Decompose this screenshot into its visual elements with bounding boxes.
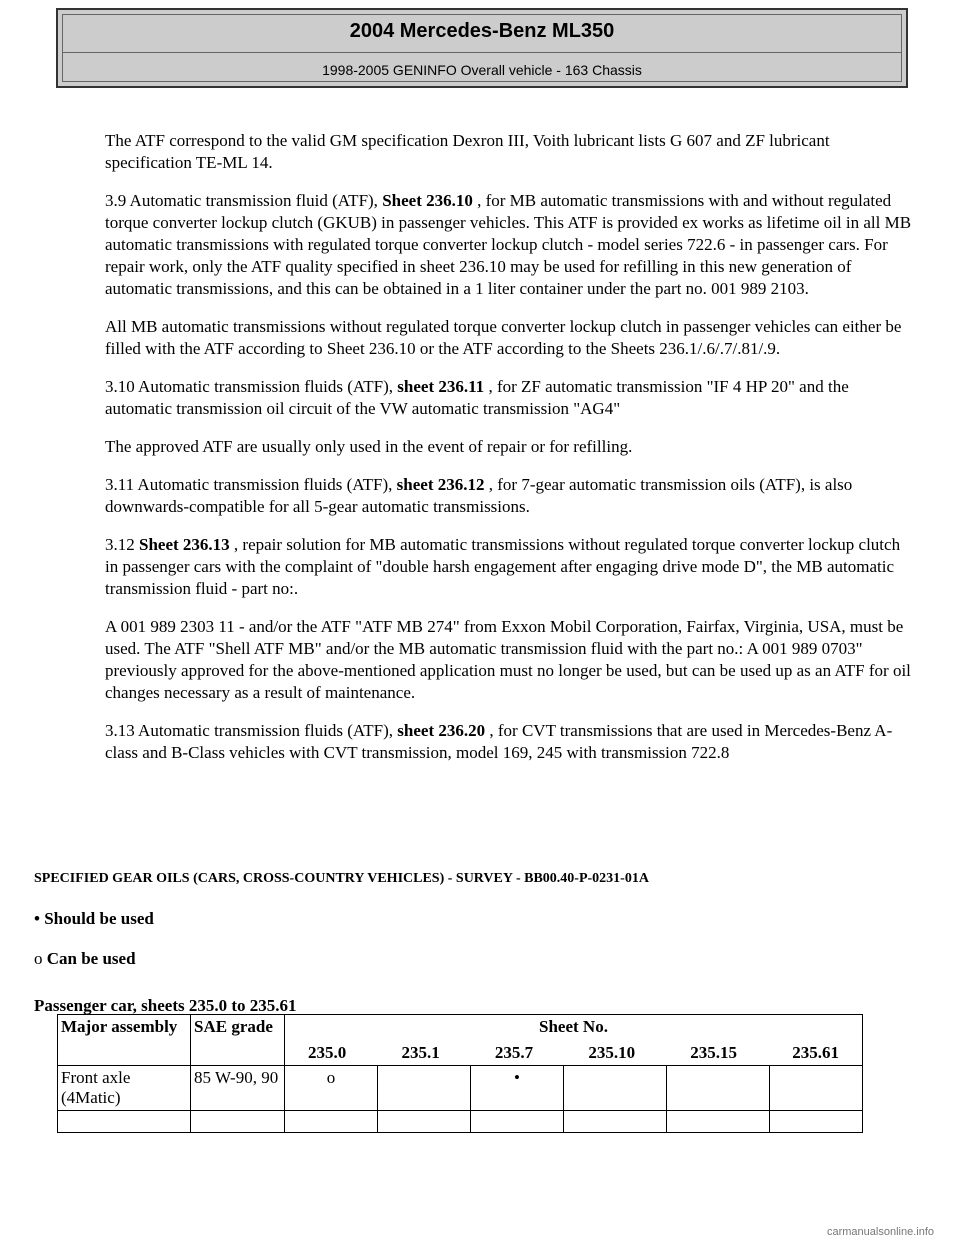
cell-assembly: Front axle (4Matic) xyxy=(58,1066,191,1111)
table-row xyxy=(58,1066,863,1111)
paragraph-3-12: 3.12 Sheet 236.13 , repair solution for MB automatic transmissions without regulated torque converter lockup clutch in passenger cars with the complaint of "double harsh engagement after engaging drive mode D", the MB automatic transmission fluid - part no:. xyxy=(105,535,901,598)
cell-mark xyxy=(770,1066,863,1111)
watermark-footer: carmanualsonline.info xyxy=(826,1226,934,1238)
cell-empty xyxy=(378,1111,471,1133)
cell-empty xyxy=(285,1111,378,1133)
header-sae-grade: SAE grade xyxy=(191,1015,285,1066)
document-body xyxy=(105,130,915,780)
paragraph-3-11: 3.11 Automatic transmission fluids (ATF), sheet 236.12 , for 7-gear automatic transmission oils (ATF), is also downwards-compatible for all 5-gear automatic transmissions. xyxy=(105,475,853,516)
cell-sae: 85 W-90, 90 xyxy=(191,1066,285,1111)
legend-should-be-used: • Should be used xyxy=(34,909,154,928)
header-major-assembly: Major assembly xyxy=(58,1015,191,1066)
header-divider xyxy=(62,52,902,53)
paragraph-3-13: 3.13 Automatic transmission fluids (ATF), sheet 236.20 , for CVT transmissions that are used in Mercedes-Benz A-class and B-Class vehicles with CVT transmission, model 169, 245 with transmission 722.8 xyxy=(105,721,893,762)
sheet-number: 235.61 xyxy=(792,1043,839,1062)
paragraph-no-gkub: All MB automatic transmissions without regulated torque converter lockup clutch in passenger vehicles can either be filled with the ATF according to Sheet 236.10 or the ATF according to the Sheets 236.1/.6/.7/.81/.9. xyxy=(105,317,902,358)
cell-empty xyxy=(667,1111,770,1133)
gear-oil-table xyxy=(57,1014,863,1133)
sheet-number: 235.10 xyxy=(588,1043,636,1062)
table-header-row xyxy=(58,1015,863,1040)
paragraph-3-10: 3.10 Automatic transmission fluids (ATF), sheet 236.11 , for ZF automatic transmission "IF 4 HP 20" and the automatic transmission oil circuit of the VW automatic transmission "AG4" xyxy=(105,377,849,418)
cell-empty xyxy=(564,1111,667,1133)
legend-can-be-used: o Can be used xyxy=(34,949,136,968)
cell-empty xyxy=(58,1111,191,1133)
page-header xyxy=(56,8,908,88)
paragraph-3-9: 3.9 Automatic transmission fluid (ATF), Sheet 236.10 , for MB automatic transmissions with and without regulated torque converter lockup clutch (GKUB) in passenger vehicles. This ATF is provided ex works as lifetime oil in all MB automatic transmissions with regulated torque converter lockup clutch - model series 722.6 - in passenger cars. For repair work, only the ATF quality specified in sheet 236.10 may be used for refilling in this new generation of automatic transmissions, and this can be obtained in a 1 liter container under the part no. 001 989 2103. xyxy=(105,191,912,298)
gear-oil-survey xyxy=(34,868,914,988)
cell-mark: • xyxy=(471,1066,564,1111)
header-sheet-no: Sheet No. xyxy=(285,1015,863,1040)
sheet-number: 235.7 xyxy=(494,1043,534,1062)
paragraph-part-number: A 001 989 2303 11 - and/or the ATF "ATF MB 274" from Exxon Mobil Corporation, Fairfax, Virginia, USA, must be used. The ATF "Shell ATF MB" and/or the MB automatic transmission fluid with the part no.: A 001 989 0703" previously approved for the above-mentioned application must no longer be used, but can be used up as an ATF for oil changes necessary as a result of maintenance. xyxy=(105,617,911,702)
paragraph-approved-atf: The approved ATF are usually only used in the event of repair or for refilling. xyxy=(105,437,633,456)
cell-empty xyxy=(471,1111,564,1133)
paragraph-atf-spec: The ATF correspond to the valid GM specification Dexron III, Voith lubricant lists G 607 and ZF lubricant specification TE-ML 14. xyxy=(105,131,830,172)
sheet-number-cells xyxy=(285,1039,863,1066)
cell-mark xyxy=(378,1066,471,1111)
sheet-number: 235.0 xyxy=(308,1043,347,1062)
page-title: 2004 Mercedes-Benz ML350 xyxy=(349,20,615,42)
cell-mark xyxy=(564,1066,667,1111)
cell-empty xyxy=(191,1111,285,1133)
survey-heading: SPECIFIED GEAR OILS (CARS, CROSS-COUNTRY VEHICLES) - SURVEY - BB00.40-P-0231-01A xyxy=(34,871,649,886)
sheet-number: 235.1 xyxy=(401,1043,440,1062)
cell-empty xyxy=(770,1111,863,1133)
cell-mark xyxy=(667,1066,770,1111)
table-row xyxy=(58,1111,863,1133)
sheet-number: 235.15 xyxy=(690,1043,737,1062)
cell-mark: o xyxy=(285,1066,378,1111)
table-caption: Passenger car, sheets 235.0 to 235.61 xyxy=(34,996,297,1015)
page-subtitle: 1998-2005 GENINFO Overall vehicle - 163 Chassis xyxy=(322,62,642,78)
